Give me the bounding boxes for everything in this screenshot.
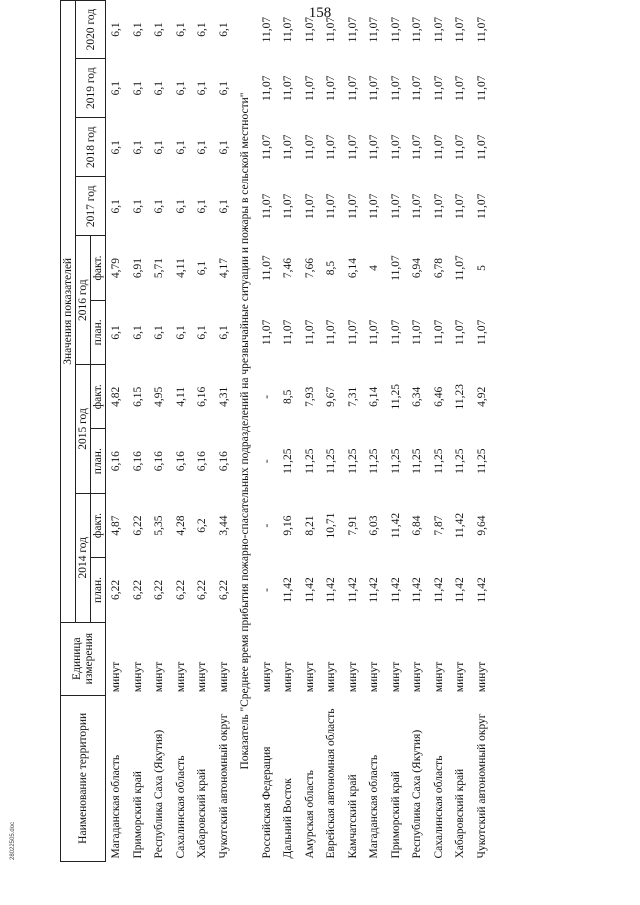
unit-cell: минут (389, 661, 402, 693)
value-cell: 6,1 (131, 81, 144, 96)
unit-cell: минут (346, 661, 359, 693)
value-cell: 9,64 (475, 515, 488, 536)
value-cell: 6,1 (196, 325, 209, 340)
value-cell: 11,07 (389, 16, 402, 43)
value-cell: 6,1 (131, 199, 144, 214)
value-cell: 11,07 (282, 75, 295, 101)
header-year-2018: 2018 год (76, 118, 106, 177)
territory-name: Сахалинская область (432, 755, 445, 859)
value-cell: 11,42 (346, 577, 359, 603)
value-cell: 4,31 (217, 386, 230, 407)
value-cell: 6,1 (110, 140, 123, 155)
value-cell: 9,67 (325, 386, 338, 407)
unit-cell: минут (325, 661, 338, 693)
value-cell: 11,07 (282, 134, 295, 160)
value-cell: 11,07 (325, 319, 338, 346)
unit-cell: минут (368, 661, 381, 693)
value-cell: 4,92 (475, 386, 488, 407)
value-cell: 11,42 (389, 577, 402, 603)
value-cell: 6,1 (110, 199, 123, 214)
value-cell: 11,07 (368, 319, 381, 346)
header-year-2019: 2019 год (76, 59, 106, 118)
value-cell: 6,16 (196, 451, 209, 472)
value-cell: 6,16 (217, 451, 230, 472)
value-cell: 11,07 (411, 319, 424, 346)
territory-name: Республика Саха (Якутия) (411, 729, 424, 859)
unit-cell: минут (196, 661, 209, 693)
value-cell: 11,42 (475, 577, 488, 603)
value-cell: 11,07 (432, 134, 445, 160)
unit-cell: минут (217, 661, 230, 693)
territory-name: Дальний Восток (282, 778, 295, 859)
table-row (407, 1, 429, 862)
value-cell: 6,1 (153, 81, 166, 96)
page-number: 158 (308, 5, 332, 21)
value-cell: 6,14 (368, 386, 381, 407)
table-row (472, 1, 494, 862)
value-cell: 11,07 (475, 193, 488, 220)
value-cell: 4,11 (174, 386, 187, 407)
value-cell: 6,1 (174, 140, 187, 155)
table-row (106, 1, 128, 862)
value-cell: 11,07 (389, 134, 402, 160)
value-cell: 6,16 (174, 451, 187, 472)
value-cell: 3,44 (217, 515, 230, 536)
value-cell: 8,5 (282, 389, 295, 404)
value-cell: 11,23 (454, 384, 467, 410)
value-cell: 6,22 (153, 579, 166, 601)
value-cell: 11,07 (303, 134, 316, 160)
value-cell: 7,91 (346, 515, 359, 536)
value-cell: 11,07 (454, 75, 467, 101)
territory-name: Приморский край (131, 771, 144, 859)
value-cell: 11,07 (260, 134, 273, 160)
value-cell: 11,42 (454, 512, 467, 539)
value-cell: 11,07 (389, 255, 402, 281)
value-cell: 11,07 (260, 16, 273, 43)
header-year-2015: 2015 год (76, 365, 91, 494)
value-cell: 7,93 (303, 386, 316, 407)
value-cell: - (260, 588, 273, 592)
value-cell: 11,07 (368, 134, 381, 160)
value-cell: 11,07 (475, 16, 488, 43)
value-cell: 6,1 (131, 22, 144, 37)
value-cell: 4,82 (110, 386, 123, 407)
value-cell: 6,15 (131, 386, 144, 407)
rotated-table-area (60, 0, 565, 862)
value-cell: 6,78 (432, 257, 445, 279)
value-cell: 11,25 (454, 448, 467, 474)
territory-name: Хабаровский край (196, 768, 209, 859)
value-cell: 6,84 (411, 515, 424, 536)
value-cell: 11,25 (303, 448, 316, 474)
value-cell: 6,2 (196, 518, 209, 533)
table-row (257, 1, 279, 862)
value-cell: 6,1 (217, 22, 230, 37)
header-territory: Наименование территории (61, 695, 106, 861)
value-cell: 6,16 (196, 386, 209, 407)
value-cell: 11,07 (282, 319, 295, 346)
value-cell: 6,1 (217, 199, 230, 214)
value-cell: 6,1 (196, 81, 209, 96)
unit-cell: минут (110, 661, 123, 693)
header-fact-2014: факт. (91, 493, 106, 557)
value-cell: 11,07 (411, 16, 424, 43)
header-plan-2015: план. (91, 429, 106, 493)
value-cell: 11,07 (282, 16, 295, 43)
value-cell: 6,1 (196, 199, 209, 214)
value-cell: 11,07 (346, 134, 359, 160)
value-cell: - (260, 523, 273, 528)
table-row (450, 1, 472, 862)
value-cell: 6,16 (131, 451, 144, 472)
value-cell: 6,1 (153, 140, 166, 155)
indicator-table (60, 0, 493, 862)
value-cell: 11,07 (303, 75, 316, 101)
value-cell: 6,1 (196, 260, 209, 276)
value-cell: 6,94 (411, 257, 424, 279)
table-row (364, 1, 386, 862)
value-cell: 11,07 (475, 134, 488, 160)
header-year-2017: 2017 год (76, 177, 106, 236)
value-cell: 6,1 (153, 22, 166, 37)
value-cell: - (260, 394, 273, 399)
territory-name: Сахалинская область (174, 755, 187, 859)
territory-name: Чукотский автономный округ (217, 713, 230, 859)
value-cell: 11,07 (454, 319, 467, 346)
value-cell: 6,1 (153, 325, 166, 340)
value-cell: 11,25 (411, 448, 424, 474)
territory-name: Еврейская автономная область (325, 708, 338, 859)
value-cell: 11,07 (432, 75, 445, 101)
value-cell: 11,07 (325, 75, 338, 101)
value-cell: 11,07 (303, 16, 316, 43)
unit-cell: минут (282, 661, 295, 693)
value-cell: 6,1 (110, 325, 123, 340)
header-unit: Единица измерения (61, 622, 106, 695)
value-cell: 11,42 (389, 512, 402, 539)
value-cell: 11,42 (454, 577, 467, 603)
value-cell: 11,42 (368, 577, 381, 603)
value-cell: 11,25 (432, 448, 445, 474)
value-cell: 11,07 (325, 134, 338, 160)
value-cell: 11,07 (411, 134, 424, 160)
value-cell: 11,25 (282, 448, 295, 474)
value-cell: 11,07 (411, 193, 424, 220)
table-header (61, 1, 106, 862)
value-cell: 6,1 (131, 325, 144, 340)
indicator-heading-row (235, 1, 257, 862)
table-row (386, 1, 408, 862)
territory-name: Магаданская область (368, 754, 381, 859)
unit-cell: минут (411, 661, 424, 693)
table-row (321, 1, 343, 862)
value-cell: 6,22 (196, 579, 209, 601)
value-cell: 11,07 (325, 16, 338, 43)
value-cell: 6,1 (110, 81, 123, 96)
value-cell: 6,22 (217, 579, 230, 601)
value-cell: 11,42 (432, 577, 445, 603)
value-cell: 6,16 (153, 451, 166, 472)
value-cell: 6,46 (432, 386, 445, 407)
value-cell: 11,07 (282, 193, 295, 220)
value-cell: 11,07 (346, 75, 359, 101)
value-cell: 11,07 (475, 75, 488, 101)
value-cell: 11,07 (303, 193, 316, 220)
territory-name: Республика Саха (Якутия) (153, 729, 166, 859)
header-fact-2016: факт. (91, 236, 106, 300)
value-cell: 11,42 (411, 577, 424, 603)
territory-name: Российская Федерация (260, 746, 273, 859)
unit-cell: минут (454, 661, 467, 693)
value-cell: 11,07 (260, 75, 273, 101)
header-year-2020: 2020 год (76, 1, 106, 59)
value-cell: 11,42 (282, 577, 295, 603)
value-cell: 6,1 (153, 199, 166, 214)
value-cell: 11,07 (368, 16, 381, 43)
value-cell: 11,07 (346, 193, 359, 220)
header-fact-2015: факт. (91, 365, 106, 429)
document-file-code: 28022505.doc (10, 821, 16, 860)
value-cell: 7,31 (346, 386, 359, 407)
value-cell: 6,22 (110, 579, 123, 601)
value-cell: 11,25 (389, 448, 402, 474)
value-cell: 11,25 (368, 448, 381, 474)
table-row (429, 1, 451, 862)
unit-cell: минут (260, 661, 273, 693)
value-cell: 11,07 (411, 75, 424, 101)
value-cell: 8,5 (325, 260, 338, 276)
value-cell: 11,07 (346, 319, 359, 346)
value-cell: 11,07 (454, 255, 467, 281)
value-cell: 4 (368, 265, 381, 271)
value-cell: 5,35 (153, 515, 166, 536)
value-cell: 11,07 (389, 193, 402, 220)
value-cell: 11,07 (432, 319, 445, 346)
table-row (278, 1, 300, 862)
unit-cell: минут (153, 661, 166, 693)
value-cell: 4,11 (174, 258, 187, 278)
unit-cell: минут (303, 661, 316, 693)
value-cell: 7,66 (303, 257, 316, 279)
value-cell: 6,16 (110, 451, 123, 472)
value-cell: 6,1 (196, 140, 209, 155)
table-row (149, 1, 171, 862)
value-cell: 6,1 (174, 199, 187, 214)
value-cell: 6,14 (346, 257, 359, 279)
value-cell: 6,1 (217, 140, 230, 155)
value-cell: 6,91 (131, 257, 144, 279)
unit-cell: минут (475, 661, 488, 693)
value-cell: 6,34 (411, 386, 424, 407)
value-cell: 6,1 (110, 22, 123, 37)
value-cell: 4,17 (217, 257, 230, 279)
value-cell: 6,1 (174, 81, 187, 96)
value-cell: 4,95 (153, 386, 166, 407)
unit-cell: минут (432, 661, 445, 693)
table-row (128, 1, 150, 862)
value-cell: 11,07 (454, 134, 467, 160)
header-year-2014: 2014 год (76, 493, 91, 622)
value-cell: 11,25 (346, 448, 359, 474)
value-cell: - (260, 459, 273, 464)
territory-name: Хабаровский край (454, 768, 467, 859)
value-cell: 11,07 (260, 319, 273, 346)
value-cell: 11,25 (475, 448, 488, 474)
value-cell: 5,71 (153, 257, 166, 279)
value-cell: 6,22 (131, 515, 144, 536)
territory-name: Приморский край (389, 771, 402, 859)
value-cell: 11,07 (260, 193, 273, 220)
value-cell: 6,1 (217, 325, 230, 340)
territory-name: Чукотский автономный округ (475, 713, 488, 859)
value-cell: 11,25 (389, 384, 402, 410)
value-cell: 11,07 (389, 319, 402, 346)
territory-name: Камчатский край (346, 774, 359, 859)
value-cell: 11,07 (368, 75, 381, 101)
value-cell: 11,07 (260, 255, 273, 281)
value-cell: 5 (475, 265, 488, 271)
value-cell: 11,07 (346, 16, 359, 43)
table-row (171, 1, 193, 862)
header-indicator-values: Значения показателей (61, 1, 76, 623)
territory-name: Амурская область (303, 770, 316, 859)
unit-cell: минут (174, 661, 187, 693)
value-cell: 9,16 (282, 515, 295, 536)
value-cell: 6,1 (174, 22, 187, 37)
header-year-2016: 2016 год (76, 236, 91, 365)
value-cell: 4,87 (110, 515, 123, 536)
value-cell: 6,03 (368, 515, 381, 536)
value-cell: 4,28 (174, 515, 187, 536)
value-cell: 6,1 (217, 81, 230, 96)
value-cell: 11,07 (432, 16, 445, 43)
value-cell: 11,42 (303, 577, 316, 603)
unit-cell: минут (131, 661, 144, 693)
value-cell: 11,07 (389, 75, 402, 101)
header-plan-2014: план. (91, 558, 106, 622)
value-cell: 11,07 (454, 193, 467, 220)
value-cell: 11,07 (454, 16, 467, 43)
value-cell: 11,07 (368, 193, 381, 220)
value-cell: 6,1 (196, 22, 209, 37)
value-cell: 8,21 (303, 515, 316, 536)
value-cell: 7,87 (432, 515, 445, 536)
value-cell: 11,07 (475, 319, 488, 346)
table-row (343, 1, 365, 862)
value-cell: 11,07 (432, 193, 445, 220)
value-cell: 11,25 (325, 448, 338, 474)
value-cell: 4,79 (110, 257, 123, 279)
territory-name: Магаданская область (110, 754, 123, 859)
value-cell: 6,1 (174, 325, 187, 340)
indicator-heading: Показатель "Среднее время прибытия пожарно-спасательных подразделений на чрезвычайные ситуации и пожары в сельской местности" (239, 92, 252, 770)
value-cell: 11,07 (325, 193, 338, 220)
header-plan-2016: план. (91, 300, 106, 364)
table-row (192, 1, 214, 862)
value-cell: 11,42 (325, 577, 338, 603)
value-cell: 10,71 (325, 512, 338, 539)
value-cell: 6,1 (131, 140, 144, 155)
value-cell: 7,46 (282, 257, 295, 279)
table-body (106, 1, 494, 862)
value-cell: 6,22 (131, 579, 144, 601)
table-row (300, 1, 322, 862)
table-row (214, 1, 236, 862)
value-cell: 6,22 (174, 579, 187, 601)
value-cell: 11,07 (303, 319, 316, 346)
